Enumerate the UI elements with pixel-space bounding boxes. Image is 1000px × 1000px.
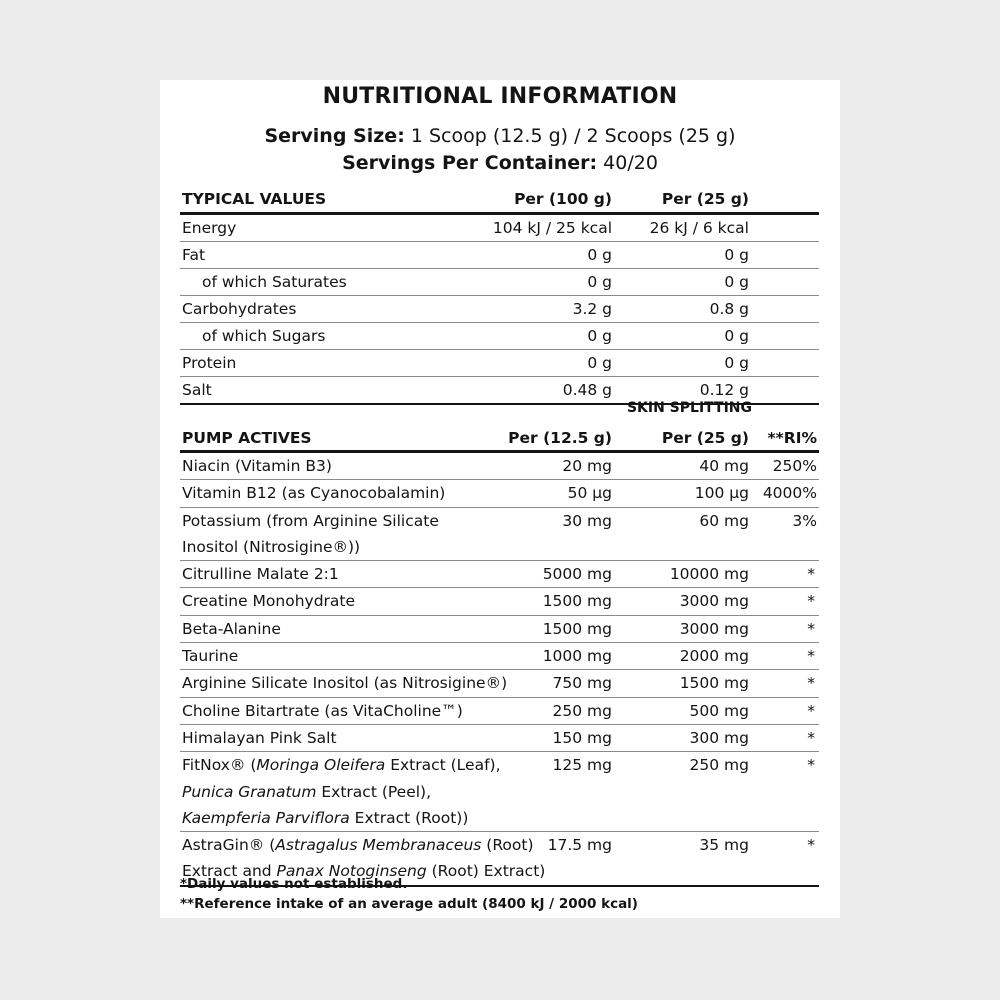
active-name-line1: Potassium (from Arginine Silicate	[182, 511, 439, 530]
table-row	[180, 350, 819, 377]
active-per-scoop: 250 mg	[552, 701, 612, 720]
servings-per-container	[160, 152, 840, 174]
actives-header-ri: **RI%	[767, 429, 817, 447]
active-per-scoop: 30 mg	[562, 511, 612, 530]
typical-header-per100: Per (100 g)	[514, 190, 612, 208]
active-per25: 35 mg	[699, 836, 749, 855]
table-row	[180, 296, 819, 323]
active-per-scoop: 50 µg	[567, 484, 612, 503]
active-per-scoop: 17.5 mg	[547, 836, 612, 855]
nutrient-name: of which Saturates	[202, 273, 347, 291]
fitnox-botanical-1: Moringa Oleifera	[256, 756, 386, 775]
active-ri: 4000%	[762, 484, 817, 503]
footnote-reference: **Reference intake of an average adult (8400 kJ / 2000 kcal)	[180, 896, 638, 912]
actives-header-per25: Per (25 g)	[661, 429, 749, 447]
active-name: Himalayan Pink Salt	[182, 728, 337, 747]
nutrient-per25: 26 kJ / 6 kcal	[649, 219, 749, 237]
active-per25: 10000 mg	[669, 565, 749, 584]
fitnox-botanical-3: Kaempferia Parviflora	[182, 808, 350, 827]
astragin-part-1: (Root)	[481, 836, 534, 855]
active-per25: 3000 mg	[679, 619, 749, 638]
astragin-part-2: Extract and	[182, 862, 277, 881]
active-name-line2: Inositol (Nitrosigine®))	[182, 537, 361, 556]
active-per-scoop: 1500 mg	[542, 592, 612, 611]
active-per-scoop: 5000 mg	[542, 565, 612, 584]
nutrient-per25: 0.12 g	[699, 381, 749, 399]
nutrient-per25: 0 g	[724, 354, 749, 372]
active-name: Taurine	[182, 647, 239, 666]
panel-title: NUTRITIONAL INFORMATION	[322, 84, 678, 109]
active-name: Vitamin B12 (as Cyanocobalamin)	[182, 484, 446, 503]
nutrient-name: Protein	[182, 354, 237, 372]
active-per25: 40 mg	[699, 457, 749, 475]
active-per25: 500 mg	[689, 701, 749, 720]
active-ri: *	[807, 647, 815, 666]
active-name: Citrulline Malate 2:1	[182, 565, 339, 584]
serving-size-value: 1 Scoop (12.5 g) / 2 Scoops (25 g)	[404, 125, 736, 147]
nutrient-per100: 0.48 g	[562, 381, 612, 399]
nutrient-name: of which Sugars	[202, 327, 326, 345]
active-per25: 3000 mg	[679, 592, 749, 611]
active-name: Beta-Alanine	[182, 619, 281, 638]
servings-per-container-label: Servings Per Container:	[342, 152, 598, 174]
active-name: Creatine Monohydrate	[182, 592, 356, 611]
table-row	[180, 453, 819, 480]
nutrient-per25: 0 g	[724, 273, 749, 291]
active-per25: 60 mg	[699, 511, 749, 530]
active-ri: *	[807, 701, 815, 720]
typical-header-name: TYPICAL VALUES	[182, 190, 327, 208]
active-per-scoop: 1000 mg	[542, 647, 612, 666]
nutrient-per100: 0 g	[587, 273, 612, 291]
nutrient-name: Fat	[182, 246, 206, 264]
fitnox-botanical-2: Punica Granatum	[182, 782, 317, 801]
actives-header-name: PUMP ACTIVES	[182, 429, 312, 447]
fitnox-label: FitNox® (	[182, 756, 257, 775]
table-row	[180, 323, 819, 350]
active-ri: *	[807, 565, 815, 584]
serving-size-label: Serving Size:	[264, 125, 405, 147]
active-ri: *	[807, 836, 815, 855]
table-row	[180, 698, 819, 725]
table-row	[180, 508, 819, 562]
nutrition-panel	[160, 80, 840, 918]
active-per25: 100 µg	[694, 484, 749, 503]
pump-actives-table	[180, 398, 819, 887]
typical-values-table	[180, 186, 819, 405]
active-name: Niacin (Vitamin B3)	[182, 457, 332, 475]
table-row	[180, 725, 819, 752]
table-row	[180, 616, 819, 643]
table-row	[180, 643, 819, 670]
table-row	[180, 269, 819, 296]
active-per25: 2000 mg	[679, 647, 749, 666]
table-row	[180, 588, 819, 615]
active-ri: *	[807, 728, 815, 747]
fitnox-part-2: Extract (Peel),	[316, 782, 432, 801]
nutrient-per100: 104 kJ / 25 kcal	[492, 219, 612, 237]
astragin-botanical-2: Panax Notoginseng	[276, 862, 427, 881]
astragin-label: AstraGin® (	[182, 836, 276, 855]
nutrient-name: Energy	[182, 219, 237, 237]
active-ri: *	[807, 756, 815, 775]
astragin-part-3: (Root) Extract)	[426, 862, 546, 881]
active-ri: 250%	[772, 457, 817, 475]
active-per25: 1500 mg	[679, 674, 749, 693]
nutrient-per100: 0 g	[587, 327, 612, 345]
active-ri: *	[807, 674, 815, 693]
active-ri: *	[807, 619, 815, 638]
active-name: Choline Bitartrate (as VitaCholine™)	[182, 701, 463, 720]
fitnox-part-3: Extract (Root))	[349, 808, 469, 827]
nutrient-per25: 0 g	[724, 246, 749, 264]
serving-size	[160, 125, 840, 147]
astragin-botanical-1: Astragalus Membranaceus	[275, 836, 482, 855]
actives-header-row	[180, 398, 819, 453]
actives-header-skin-splitting: SKIN SPLITTING	[626, 400, 752, 416]
active-per-scoop: 125 mg	[552, 756, 612, 775]
table-row	[180, 215, 819, 242]
table-row	[180, 242, 819, 269]
active-per25: 300 mg	[689, 728, 749, 747]
nutrient-name: Salt	[182, 381, 212, 399]
nutrient-per25: 0.8 g	[709, 300, 749, 318]
active-name-line2	[180, 779, 819, 805]
fitnox-part-1: Extract (Leaf),	[385, 756, 501, 775]
servings-per-container-value: 40/20	[597, 152, 658, 174]
footnote-daily: *Daily values not established.	[180, 876, 408, 892]
table-row	[180, 561, 819, 588]
active-ri: *	[807, 592, 815, 611]
nutrient-name: Carbohydrates	[182, 300, 297, 318]
typical-header-row	[180, 186, 819, 215]
table-row	[180, 480, 819, 507]
active-ri: 3%	[792, 511, 817, 530]
nutrient-per100: 3.2 g	[572, 300, 612, 318]
table-row	[180, 670, 819, 697]
active-per-scoop: 20 mg	[562, 457, 612, 475]
active-per25: 250 mg	[689, 756, 749, 775]
active-per-scoop: 750 mg	[552, 674, 612, 693]
active-per-scoop: 150 mg	[552, 728, 612, 747]
nutrient-per100: 0 g	[587, 246, 612, 264]
nutrient-per25: 0 g	[724, 327, 749, 345]
active-per-scoop: 1500 mg	[542, 619, 612, 638]
actives-header-per-scoop: Per (12.5 g)	[508, 429, 612, 447]
active-name-line3	[180, 805, 819, 831]
active-name: Arginine Silicate Inositol (as Nitrosigine®)	[182, 674, 508, 693]
nutrient-per100: 0 g	[587, 354, 612, 372]
typical-header-per25: Per (25 g)	[661, 190, 749, 208]
table-row	[180, 752, 819, 832]
